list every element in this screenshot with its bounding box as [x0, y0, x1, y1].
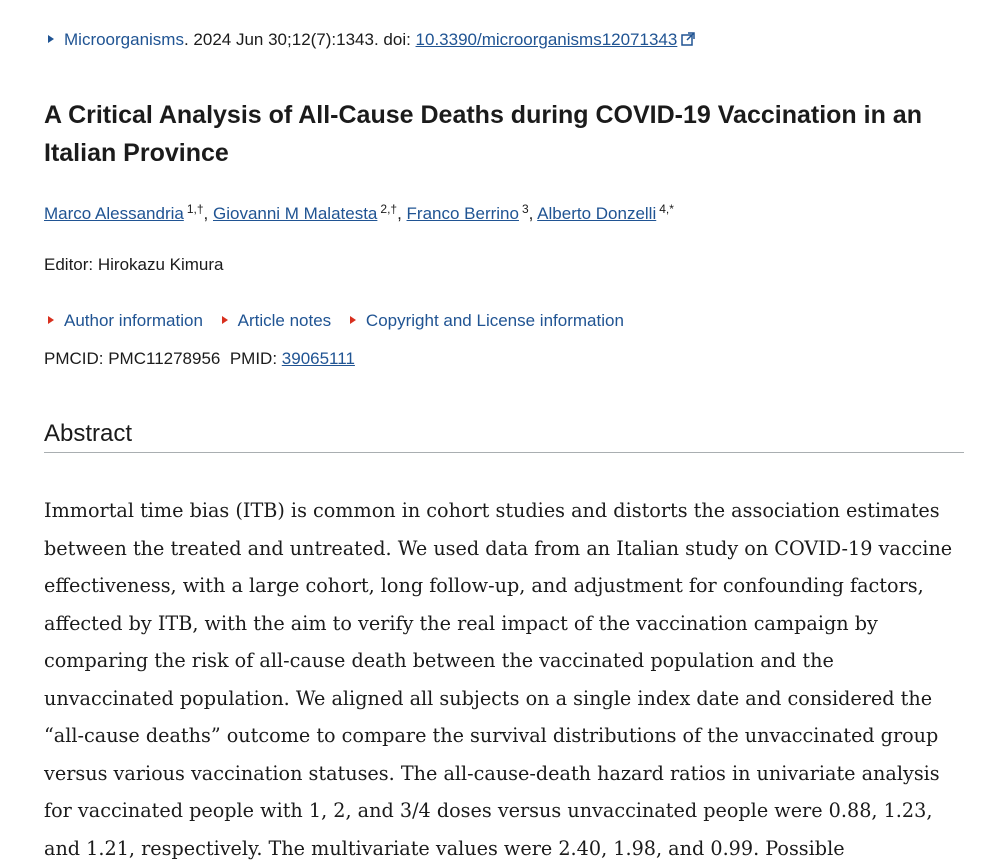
author-affiliation: 1,† [186, 202, 204, 216]
journal-link[interactable]: Microorganisms [64, 30, 184, 49]
abstract-heading: Abstract [44, 418, 964, 453]
triangle-right-icon [222, 316, 228, 324]
author-list [44, 196, 674, 227]
author-affiliation: 3 [521, 202, 529, 216]
triangle-right-icon [48, 316, 54, 324]
toggle-label[interactable]: Author information [64, 311, 203, 330]
author-link[interactable]: Giovanni M Malatesta [212, 204, 378, 223]
article-notes-toggles [48, 309, 638, 333]
author-affiliation: 2,† [380, 202, 398, 216]
citation-details: . 2024 Jun 30;12(7):1343. doi: [183, 30, 416, 49]
triangle-right-icon[interactable] [48, 35, 54, 43]
author-separator: , [528, 204, 538, 223]
doi-link[interactable]: 10.3390/microorganisms12071343 [415, 30, 678, 49]
toggle-label[interactable]: Article notes [237, 311, 332, 330]
abstract-text: Immortal time bias (ITB) is common in cohort studies and distorts the association estimates between the treated and untreated. We used data from an Italian study on COVID-19 vaccine effectiveness, with a large cohort, long follow-up, and adjustment for confounding factors, affected by ITB, with the aim to verify the real impact of the vaccination campaign by comparing the risk of all-cause death between the vaccinated population and the unvaccinated population. We aligned all subjects on a single index date and considered the “all-cause deaths” outcome to compare the survival distributions of the unvaccinated group versus various vaccination statuses. The all-cause-death hazard ratios in univariate analysis for vaccinated people with 1, 2, and 3/4 doses versus unvaccinated people were 0.88, 1.23, and 1.21, respectively. The multivariate values were 2.40, 1.98, and 0.99. Possible [44, 499, 953, 860]
author-separator: , [397, 204, 407, 223]
article-notes-toggle[interactable] [222, 309, 332, 333]
author-link[interactable]: Marco Alessandria [44, 204, 184, 223]
author-affiliation: 4,* [659, 202, 674, 216]
author-information-toggle[interactable] [48, 309, 203, 333]
article-title: A Critical Analysis of All-Cause Deaths during COVID-19 Vaccination in an Italian Province [44, 101, 922, 167]
author-separator: , [203, 204, 213, 223]
pmid-label: PMID: [229, 349, 282, 368]
editor-line: Editor: Hirokazu Kimura [44, 255, 224, 274]
pmcid-label: PMCID: PMC11278956 [44, 349, 221, 368]
external-link-icon[interactable] [681, 32, 695, 46]
pmid-link[interactable]: 39065111 [281, 349, 355, 368]
author-link[interactable]: Alberto Donzelli [537, 204, 657, 223]
citation-line [48, 28, 695, 52]
article-identifiers [44, 347, 355, 371]
copyright-license-toggle[interactable] [350, 309, 624, 333]
triangle-right-icon [350, 316, 356, 324]
author-link[interactable]: Franco Berrino [406, 204, 519, 223]
toggle-label[interactable]: Copyright and License information [365, 311, 624, 330]
